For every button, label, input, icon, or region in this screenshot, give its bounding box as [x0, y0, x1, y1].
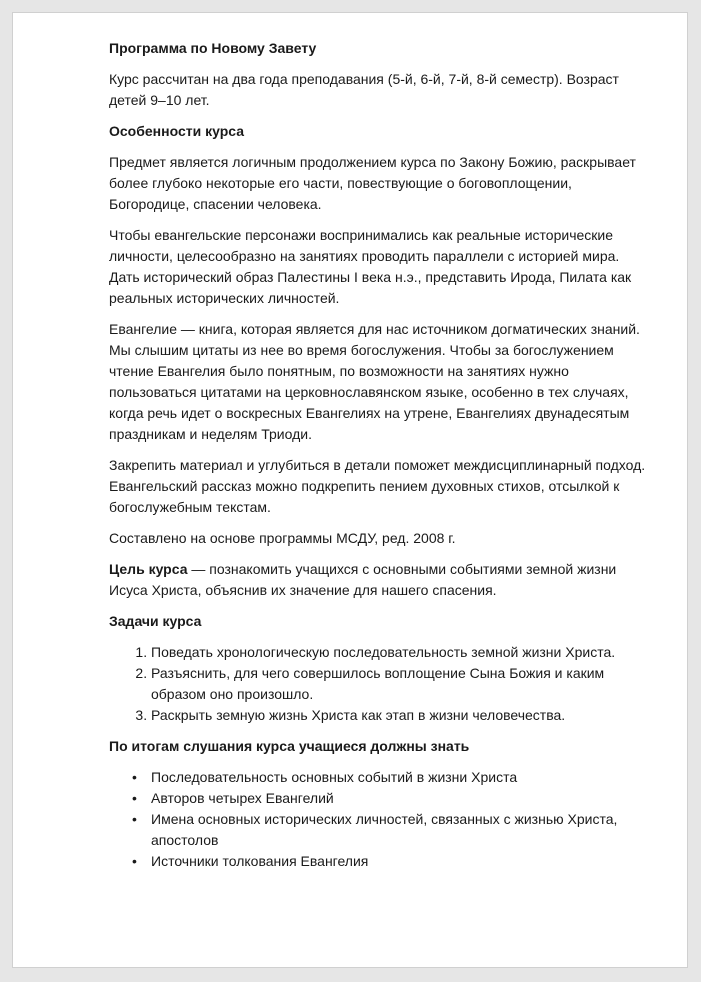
goal-label: Цель курса — [109, 561, 188, 577]
document-page — [12, 12, 688, 968]
features-paragraph: Предмет является логичным продолжением курса по Закону Божию, раскрывает более глубоко некоторые его части, повествующие о боговоплощении, Богородице, спасении человека. — [109, 154, 636, 212]
document-body — [109, 38, 649, 882]
features-heading: Особенности курса — [109, 123, 244, 139]
features-paragraph: Чтобы евангельские персонажи воспринимались как реальные исторические личности, целесообразно на занятиях проводить параллели с историей мира. Дать исторический образ Палестины I века н.э., представить Ирода, Пилата как реальных исторических личностей. — [109, 227, 632, 306]
source-note: Составлено на основе программы МСДУ, ред. 2008 г. — [109, 530, 456, 546]
outcome-text: Источники толкования Евангелия — [151, 853, 369, 869]
outcome-item — [132, 767, 649, 788]
goal-paragraph — [109, 559, 649, 601]
bullet-icon: • — [132, 790, 137, 806]
outcomes-list — [109, 767, 649, 872]
document-title: Программа по Новому Завету — [109, 40, 317, 56]
outcome-text: Последовательность основных событий в жизни Христа — [151, 769, 518, 785]
task-item: 1. Поведать хронологическую последовательность земной жизни Христа. — [151, 642, 649, 663]
goal-text: — познакомить учащихся с основными событиями земной жизни Исуса Христа, объяснив их значение для нашего спасения. — [109, 561, 617, 598]
outcome-item — [132, 851, 649, 872]
bullet-icon: • — [132, 853, 137, 869]
outcome-text: Авторов четырех Евангелий — [151, 790, 334, 806]
features-paragraph: Закрепить материал и углубиться в детали поможет междисциплинарный подход. Евангельский рассказ можно подкрепить пением духовных стихов, отсылкой к богослужебным текстам. — [109, 457, 646, 515]
outcomes-heading: По итогам слушания курса учащиеся должны знать — [109, 738, 470, 754]
tasks-heading: Задачи курса — [109, 613, 202, 629]
features-paragraph: Евангелие — книга, которая является для нас источником догматических знаний. Мы слышим цитаты из нее во время богослужения. Чтобы за богослужением чтение Евангелия было понятным, по возможности на занятиях нужно пользоваться цитатами на церковнославянском языке, особенно в тех случаях, когда речь идет о воскресных Евангелиях на утрене, Евангелиях двунадесятым праздникам и неделям Триоди. — [109, 321, 640, 442]
bullet-icon: • — [132, 811, 137, 827]
task-item: 2. Разъяснить, для чего совершилось воплощение Сына Божия и каким образом оно произошло. — [151, 663, 649, 705]
outcome-text: Имена основных исторических личностей, связанных с жизнью Христа, апостолов — [151, 811, 618, 848]
outcome-item — [132, 809, 649, 851]
tasks-list — [109, 642, 649, 726]
intro-paragraph: Курс рассчитан на два года преподавания (5-й, 6-й, 7-й, 8-й семестр). Возраст детей 9–10 лет. — [109, 71, 619, 108]
task-item: 3. Раскрыть земную жизнь Христа как этап в жизни человечества. — [151, 705, 649, 726]
bullet-icon: • — [132, 769, 137, 785]
outcome-item — [132, 788, 649, 809]
